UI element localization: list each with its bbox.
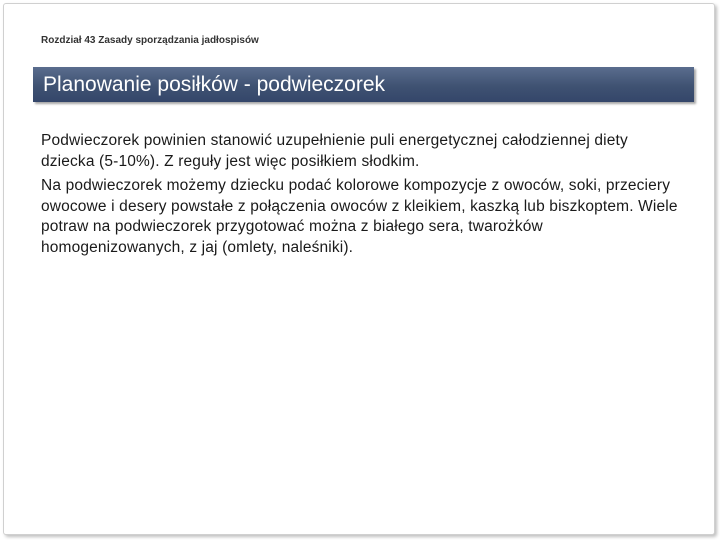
paragraph-1: Podwieczorek powinien stanowić uzupełnienie puli energetycznej całodziennej diety dziecka (5-10%). Z reguły jest więc posiłkiem słodkim. bbox=[41, 132, 628, 170]
paragraph-2: Na podwieczorek możemy dziecku podać kolorowe kompozycje z owoców, soki, przeciery owocowe i desery powstałe z połączenia owoców z kleikiem, kaszką lub biszkoptem. Wiele potraw na podwieczorek przygotować można z białego sera, twarożków homogenizowanych, z jaj (omlety, naleśniki). bbox=[41, 177, 678, 256]
slide-frame bbox=[3, 3, 715, 535]
title-bar bbox=[33, 67, 694, 102]
chapter-label: Rozdział 43 Zasady sporządzania jadłospisów bbox=[41, 35, 259, 46]
slide-body bbox=[41, 131, 681, 262]
slide-title: Planowanie posiłków - podwieczorek bbox=[43, 73, 386, 96]
